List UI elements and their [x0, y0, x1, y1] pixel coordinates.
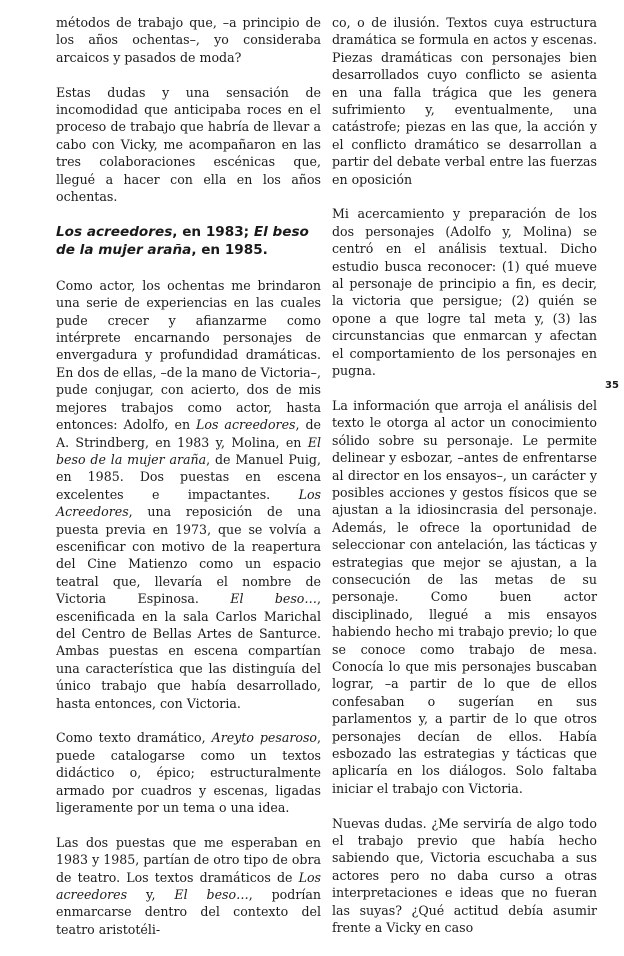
paragraph: co, o de ilusión. Textos cuya estructura dramática se formula en actos y escenas. Piezas dramáticas con personajes bien desarrollados cuyo conflicto se asienta en una falla trágica que les genera sufrimiento y, eventualmente, una catástrofe; piezas en las que, la acción y el conflicto dramático se desarrollan a partir del debate verbal entre las fuerzas en oposición: [332, 15, 597, 187]
paragraph: Como texto dramático, Areyto pesaroso, puede catalogarse como un textos didáctico o, épico; estructuralmente armado por cuadros y escenas, ligadas ligeramente por un tema o una idea.: [56, 730, 322, 816]
right-column: [332, 14, 597, 954]
paragraph: Las dos puestas que me esperaban en 1983 y 1985, partían de otro tipo de obra de teatro. Los textos dramáticos de Los acreedores y, El beso…, podrían enmarcarse dentro del contexto del teatro aristotéli-: [56, 834, 321, 937]
paragraph: métodos de trabajo que, –a principio de los años ochentas–, yo consideraba arcaicos y pasados de moda?: [56, 15, 321, 65]
paragraph: Nuevas dudas. ¿Me serviría de algo todo el trabajo previo que había hecho sabiendo que, Victoria escuchaba a sus actores pero no daba curso a otras interpretaciones e ideas que no fueran las suyas? ¿Qué actitud debía asumir frente a Vicky en caso: [332, 815, 597, 936]
paragraph: Mi acercamiento y preparación de los dos personajes (Adolfo y, Molina) se centró en el análisis textual. Dicho estudio busca reconocer: (1) qué mueve al personaje de principio a fin, es decir, la victoria que persigue; (2) quién se opone a que logre tal meta y, (3) las circunstancias que enmarcan y afectan el comportamiento de los personajes en pugna.: [332, 206, 597, 379]
paragraph: La información que arroja el análisis del texto le otorga al actor un conocimiento sólido sobre su personaje. Le permite delinear y esbozar, –antes de enfrentarse al director en los ensayos–, un carácter y posibles acciones y gestos físicos que se ajustan a la idiosincrasia del personaje. Además, le ofrece la oportunidad de seleccionar con antelación, las tácticas y estrategias que mejor se ajustan, a la consecución de las metas de su personaje. Como buen actor disciplinado, llegué a mis ensayos habiendo hecho mi trabajo previo; lo que se conoce como trabajo de mesa. Conocía lo que mis personajes buscaban lograr, –a partir de lo que de ellos confesaban o sugerían en sus parlamentos y, a partir de lo que otros personajes decían de ellos. Había esbozado las estrategias y tácticas que aplicaría en los diálogos. Solo faltaba iniciar el trabajo con Victoria.: [332, 397, 597, 796]
paragraph: Como actor, los ochentas me brindaron una serie de experiencias en las cuales pude crecer y afianzarme como intérprete encarnando personajes de envergadura y profundidad dramáticas. En dos de ellas, –de la mano de Victoria–, pude conjugar, con acierto, dos de mis mejores trabajos como actor, hasta entonces: Adolfo, en Los acreedores, de A. Strindberg, en 1983 y, Molina, en El beso de la mujer araña, de Manuel Puig, en 1985. Dos puestas en escena excelentes e impactantes. Los Acreedores, una reposición de una puesta previa en 1973, que se volvía a escenificar con motivo de la reapertura del Cine Matienzo como un espacio teatral que, llevaría el nombre de Victoria Espinosa. El beso…, escenificada en la sala Carlos Marichal del Centro de Bellas Artes de Santurce. Ambas puestas en escena compartían una característica que las distinguía del único trabajo que había desarrollado, hasta entonces, con Victoria.: [56, 277, 321, 711]
left-column: [56, 14, 321, 956]
page-number: 35: [605, 380, 619, 391]
paragraph: Estas dudas y una sensación de incomodidad que anticipaba roces en el proceso de trabajo que habría de llevar a cabo con Vicky, me acompañaron en las tres colaboraciones escénicas que, llegué a hacer con ella en los años ochentas.: [56, 84, 321, 205]
section-heading: Los acreedores, en 1983; El beso de la mujer araña, en 1985.: [56, 223, 309, 258]
